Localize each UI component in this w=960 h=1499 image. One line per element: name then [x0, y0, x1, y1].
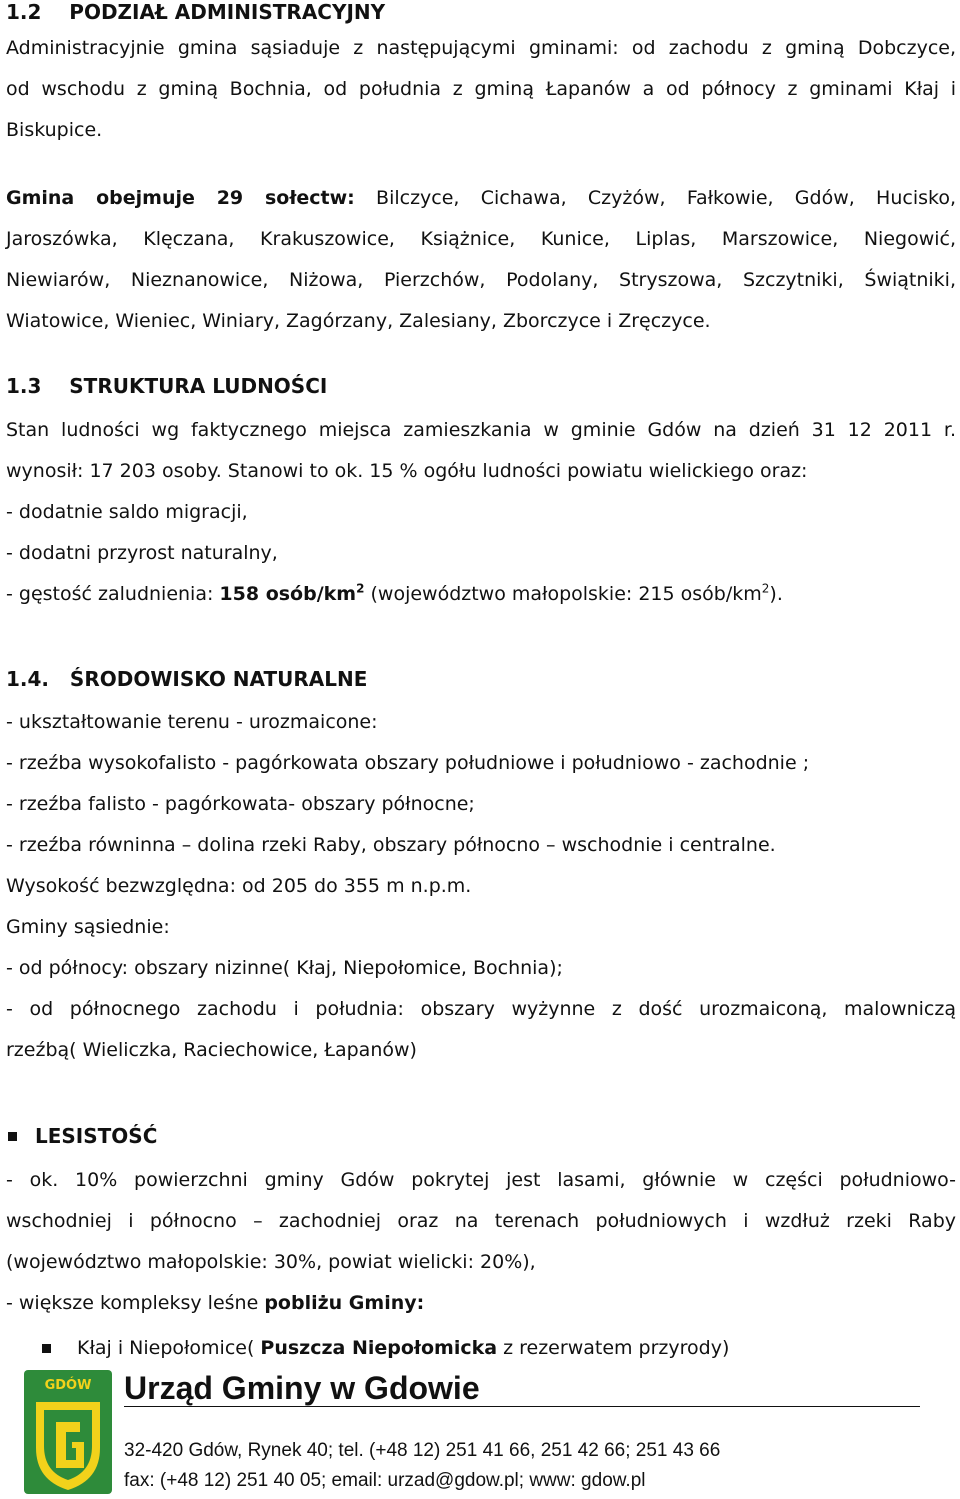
forest-complex-label: - większe kompleksy leśne: [6, 1292, 265, 1314]
section-1-4-title: 1.4. ŚRODOWISKO NATURALNE: [6, 667, 368, 691]
villages-label: Gmina obejmuje 29 sołectw:: [6, 187, 355, 209]
forest-subitem-bold: Puszcza Niepołomicka: [260, 1337, 498, 1359]
density-superscript: 2: [356, 581, 365, 596]
square-bullet-icon: [8, 1132, 17, 1141]
admin-paragraph-line: od wschodu z gminą Bochnia, od południa z gminą Łapanów a od północy z gminami Kłaj i: [6, 78, 956, 100]
office-contact: fax: (+48 12) 251 40 05; email: urzad@gdow.pl; www: gdow.pl: [124, 1470, 646, 1491]
villages-line: Jaroszówka, Klęczana, Krakuszowice, Książnice, Kunice, Liplas, Marszowice, Niegowić,: [6, 228, 956, 250]
population-item: - dodatni przyrost naturalny,: [6, 542, 278, 564]
density-line: [6, 574, 956, 615]
density-value: 158 osób/km: [219, 583, 357, 605]
office-address: 32-420 Gdów, Rynek 40; tel. (+48 12) 251 41 66, 251 42 66; 251 43 66: [124, 1440, 721, 1461]
neighbors-label: Gminy sąsiednie:: [6, 916, 170, 938]
terrain-line: - ukształtowanie terenu - urozmaicone:: [6, 711, 378, 733]
neighbors-line: - od północnego zachodu i południa: obszary wyżynne z dość urozmaiconą, malowniczą: [6, 998, 956, 1020]
villages-line: Wiatowice, Wieniec, Winiary, Zagórzany, Zalesiany, Zborczyce i Zręczyce.: [6, 310, 711, 332]
forest-complex-bold: pobliżu Gminy:: [264, 1292, 425, 1314]
forest-line: wschodniej i północno – zachodniej oraz na terenach południowych i wzdłuż rzeki Raby: [6, 1210, 956, 1232]
gdow-coat-of-arms-logo: [22, 1368, 114, 1496]
population-line: Stan ludności wg faktycznego miejsca zamieszkania w gminie Gdów na dzień 31 12 2011 r.: [6, 419, 956, 441]
forest-line: (województwo małopolskie: 30%, powiat wielicki: 20%),: [6, 1251, 536, 1273]
villages-list: Bilczyce, Cichawa, Czyżów, Fałkowie, Gdów, Hucisko,: [354, 187, 956, 209]
density-label: - gęstość zaludnienia:: [6, 583, 220, 605]
forest-subitem: [77, 1328, 729, 1369]
density-region: (województwo małopolskie: 215 osób/km: [364, 583, 762, 605]
population-line: wynosił: 17 203 osoby. Stanowi to ok. 15 % ogółu ludności powiatu wielickiego oraz:: [6, 460, 808, 482]
logo-text: GDÓW: [44, 1378, 92, 1393]
elevation-line: Wysokość bezwzględna: od 205 do 355 m n.p.m.: [6, 875, 472, 897]
section-1-2-title: 1.2 PODZIAŁ ADMINISTRACYJNY: [6, 0, 386, 24]
admin-paragraph-line: Administracyjnie gmina sąsiaduje z następującymi gminami: od zachodu z gminą Dobczyce,: [6, 37, 956, 59]
villages-line: [6, 178, 956, 219]
forest-subitem-pre: Kłaj i Niepołomice(: [77, 1337, 261, 1359]
terrain-line: - rzeźba wysokofalisto - pagórkowata obszary południowe i południowo - zachodnie ;: [6, 752, 810, 774]
forest-line: - ok. 10% powierzchni gminy Gdów pokrytej jest lasami, głównie w części południowo-: [6, 1169, 956, 1191]
neighbors-line: - od północy: obszary nizinne( Kłaj, Niepołomice, Bochnia);: [6, 957, 563, 979]
header-rule: [124, 1406, 920, 1407]
villages-line: Niewiarów, Nieznanowice, Niżowa, Pierzchów, Podolany, Stryszowa, Szczytniki, Świątniki,: [6, 269, 956, 291]
letterhead-footer: [0, 1364, 960, 1499]
admin-paragraph-line: Biskupice.: [6, 119, 103, 141]
density-end: ).: [769, 583, 783, 605]
forest-subitem-row: [6, 1328, 729, 1369]
square-bullet-icon: [42, 1344, 51, 1353]
forest-complex-line: [6, 1283, 956, 1324]
density-region-superscript: 2: [761, 581, 770, 596]
forest-heading-row: [6, 1124, 157, 1148]
forest-title: LESISTOŚĆ: [35, 1124, 158, 1148]
population-item: - dodatnie saldo migracji,: [6, 501, 248, 523]
section-1-3-title: 1.3 STRUKTURA LUDNOŚCI: [6, 374, 328, 398]
terrain-line: - rzeźba równinna – dolina rzeki Raby, obszary północno – wschodnie i centralne.: [6, 834, 776, 856]
terrain-line: - rzeźba falisto - pagórkowata- obszary północne;: [6, 793, 475, 815]
forest-subitem-post: z rezerwatem przyrody): [497, 1337, 730, 1359]
neighbors-line: rzeźbą( Wieliczka, Raciechowice, Łapanów): [6, 1039, 417, 1061]
office-name: Urząd Gminy w Gdowie: [124, 1370, 480, 1406]
